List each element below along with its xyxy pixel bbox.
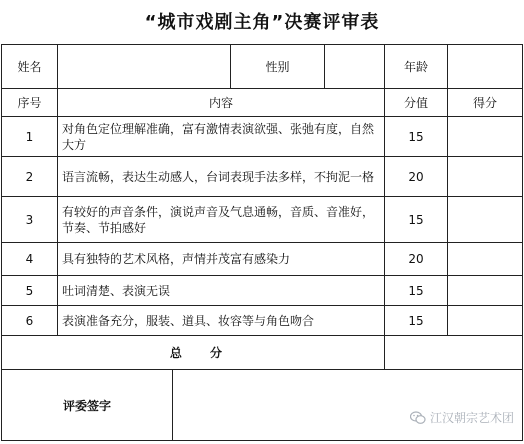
row-content: 有较好的声音条件，演说声音及气息通畅，音质、音准好，节奏、节拍感好 <box>58 197 385 243</box>
total-field[interactable] <box>385 336 523 370</box>
row-seq: 2 <box>2 157 58 197</box>
info-row <box>2 45 523 89</box>
judge-row <box>2 370 523 441</box>
gender-label: 性别 <box>231 45 325 89</box>
name-field[interactable] <box>58 45 231 89</box>
judge-sign-field[interactable] <box>173 370 523 441</box>
age-label: 年龄 <box>385 45 448 89</box>
row-content: 具有独特的艺术风格，声情并茂富有感染力 <box>58 243 385 276</box>
row-value: 20 <box>385 243 448 276</box>
row-value: 15 <box>385 306 448 336</box>
row-seq: 3 <box>2 197 58 243</box>
header-score-value: 分值 <box>385 89 448 117</box>
row-value: 15 <box>385 276 448 306</box>
row-content: 对角色定位理解准确，富有激情表演欲强、张弛有度，自然大方 <box>58 117 385 157</box>
header-row <box>2 89 523 117</box>
judge-sign-label: 评委签字 <box>2 370 173 441</box>
row-score-field[interactable] <box>448 276 523 306</box>
form-title: “城市戏剧主角”决赛评审表 <box>144 12 380 33</box>
row-score-field[interactable] <box>448 306 523 336</box>
gender-field[interactable] <box>325 45 385 89</box>
row-content: 语言流畅，表达生动感人，台词表现手法多样，不拘泥一格 <box>58 157 385 197</box>
wechat-icon <box>410 411 426 425</box>
row-value: 15 <box>385 117 448 157</box>
row-value: 15 <box>385 197 448 243</box>
table-row <box>2 157 523 197</box>
row-score-field[interactable] <box>448 197 523 243</box>
evaluation-table <box>1 44 523 441</box>
row-seq: 5 <box>2 276 58 306</box>
total-label: 总 分 <box>2 336 385 370</box>
table-row <box>2 276 523 306</box>
row-value: 20 <box>385 157 448 197</box>
watermark <box>410 409 514 426</box>
table-row <box>2 306 523 336</box>
row-score-field[interactable] <box>448 117 523 157</box>
table-row <box>2 197 523 243</box>
row-content: 吐词清楚、表演无误 <box>58 276 385 306</box>
table-row <box>2 117 523 157</box>
header-seq: 序号 <box>2 89 58 117</box>
row-seq: 6 <box>2 306 58 336</box>
row-seq: 1 <box>2 117 58 157</box>
total-row <box>2 336 523 370</box>
header-content: 内容 <box>58 89 385 117</box>
row-content: 表演准备充分，服装、道具、妆容等与角色吻合 <box>58 306 385 336</box>
row-score-field[interactable] <box>448 243 523 276</box>
row-seq: 4 <box>2 243 58 276</box>
name-label: 姓名 <box>2 45 58 89</box>
table-row <box>2 243 523 276</box>
watermark-text: 江汉朝宗艺术团 <box>430 411 515 425</box>
header-score: 得分 <box>448 89 523 117</box>
age-field[interactable] <box>448 45 523 89</box>
row-score-field[interactable] <box>448 157 523 197</box>
